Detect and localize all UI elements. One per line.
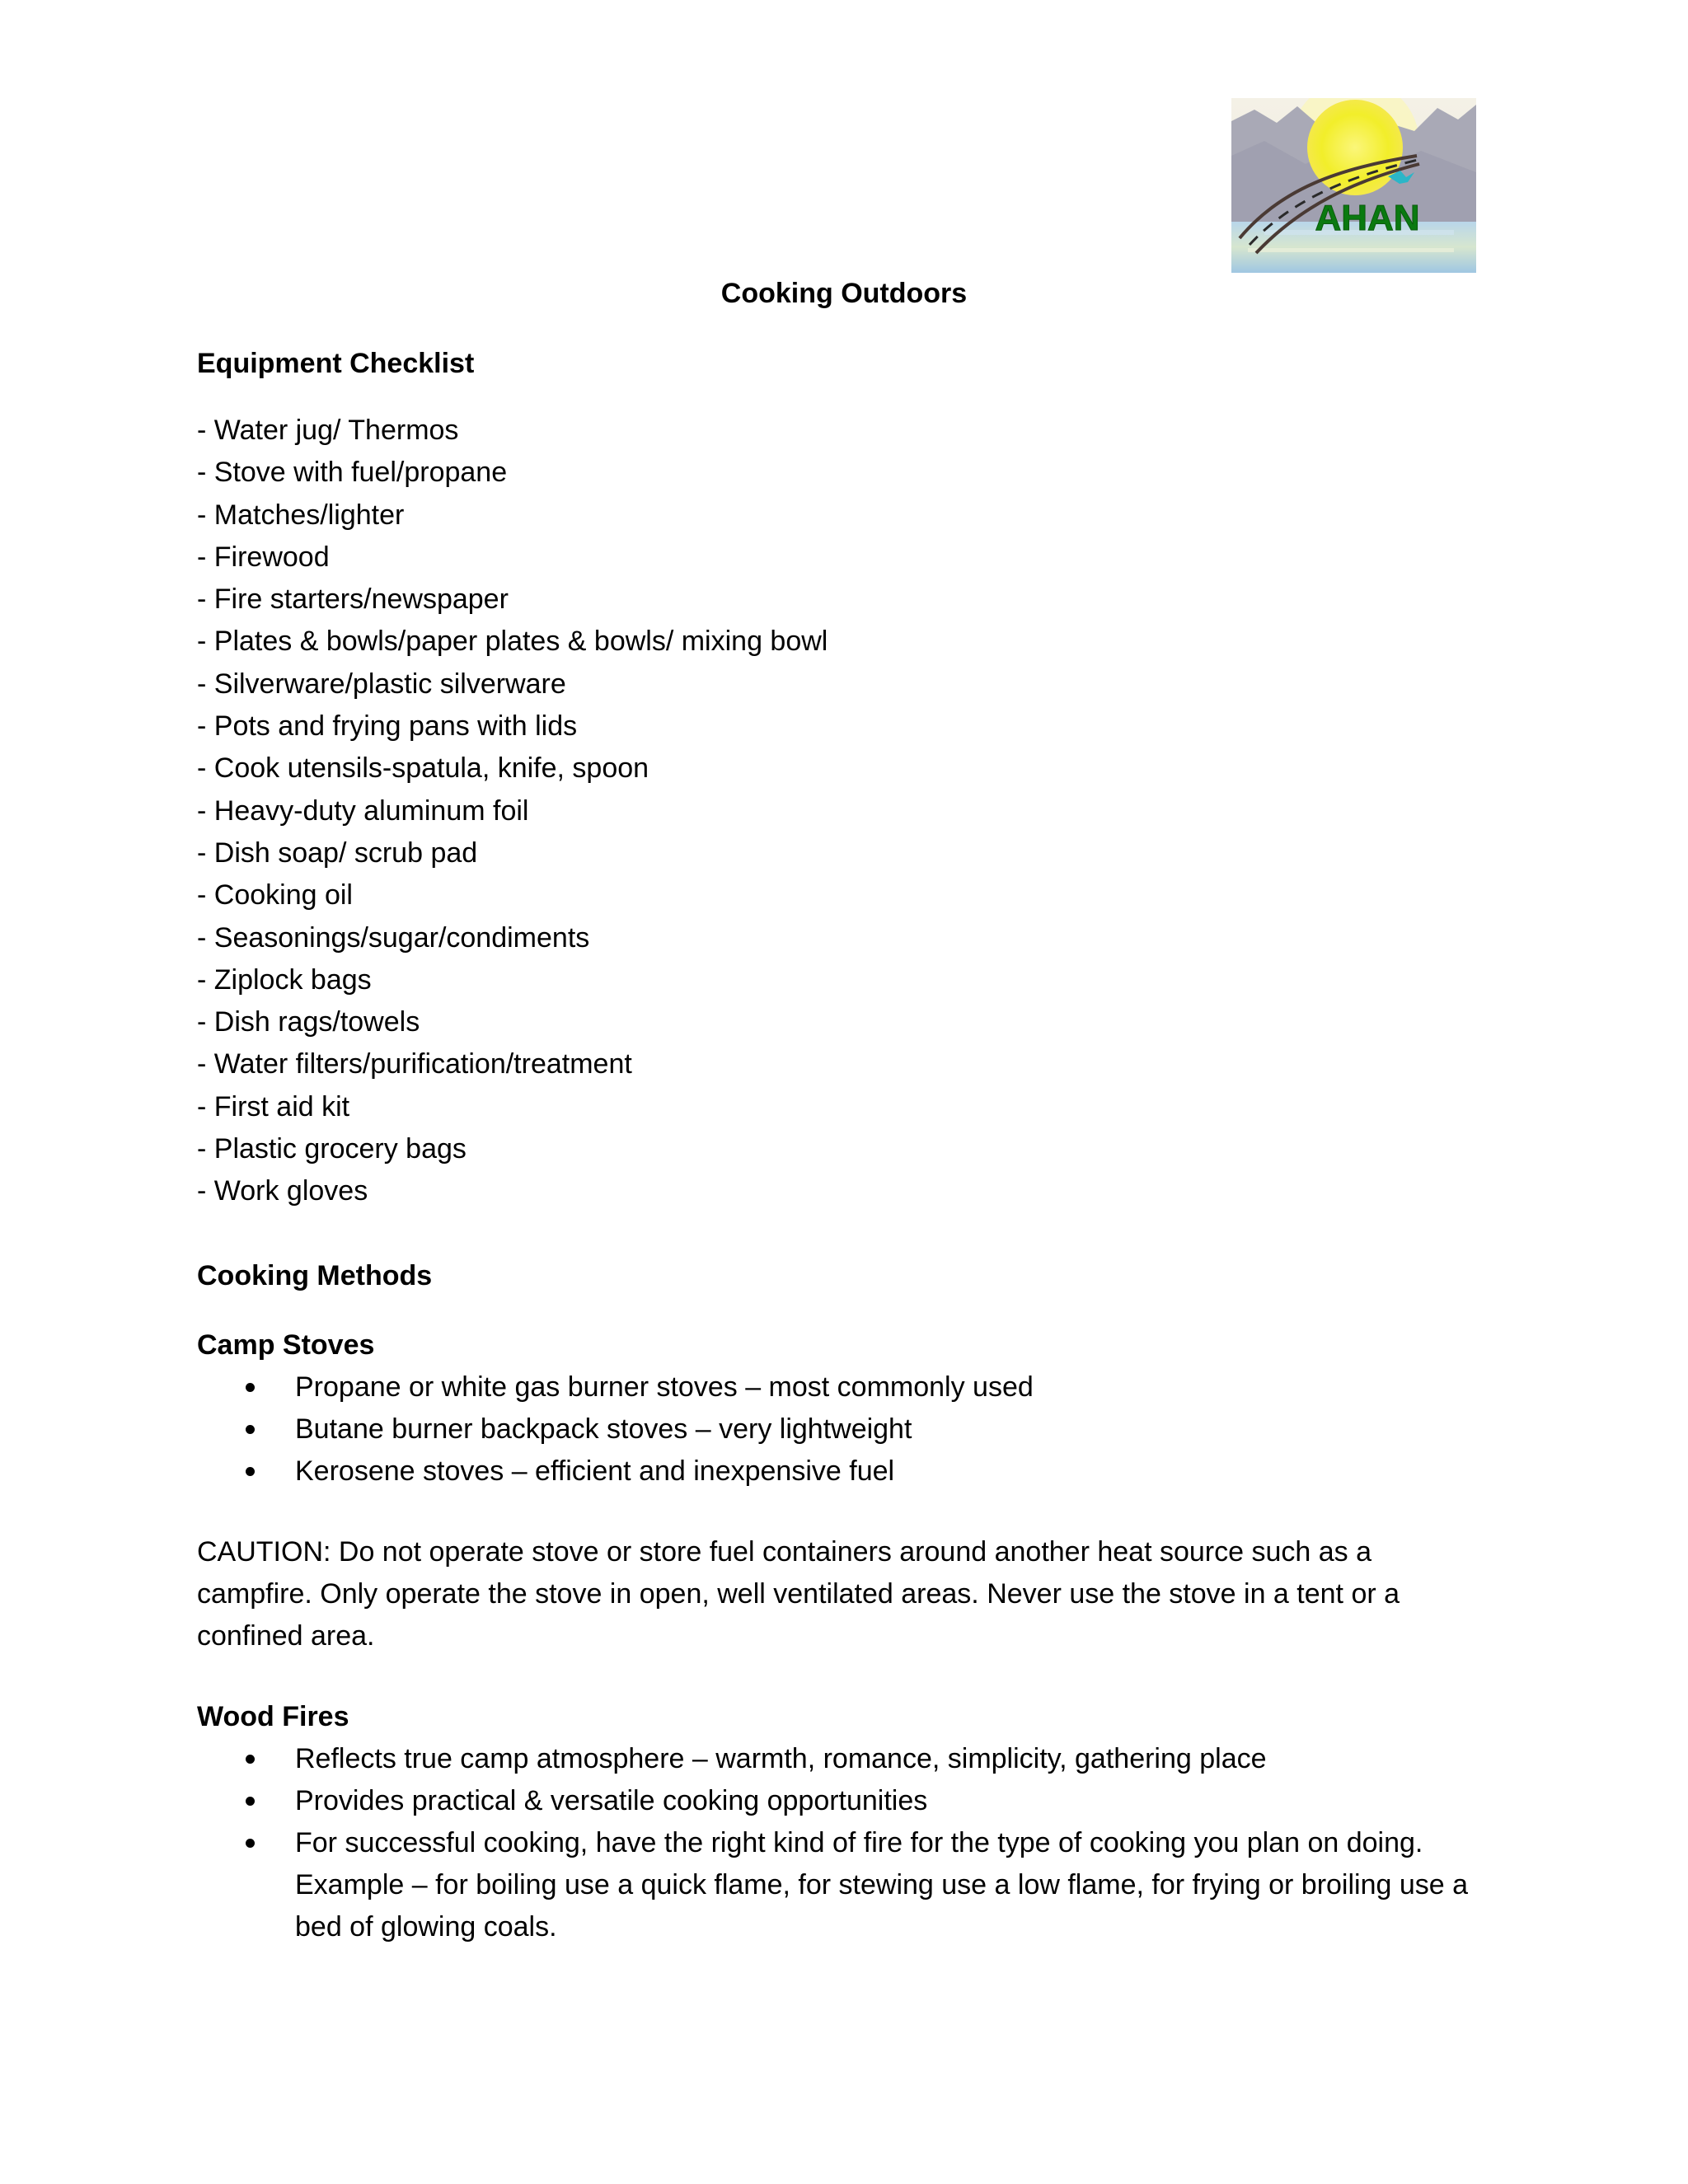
bullet-text: Propane or white gas burner stoves – most commonly used [295,1371,1034,1403]
bullet-icon [246,1839,255,1848]
bullet-text: For successful cooking, have the right kind of fire for the type of cooking you plan on doing. Example – for boiling use a quick flame, for stewing use a low flame, for frying or broiling use a bed of glowing coals. [295,1826,1469,1943]
checklist-item: - Water filters/purification/treatment [197,1048,632,1080]
checklist-item: - Work gloves [197,1175,368,1207]
checklist-item: - Matches/lighter [197,499,405,531]
checklist-item: - First aid kit [197,1090,350,1122]
equipment-checklist [197,410,1491,1213]
ahan-logo [1231,98,1476,273]
bullet-item [197,1366,1491,1408]
checklist-item: - Stove with fuel/propane [197,457,508,489]
caution-paragraph: CAUTION: Do not operate stove or store fuel containers around another heat source such as a campfire. Only operate the stove in open, well ventilated areas. Never use the stove in a tent or a confined area. [197,1535,1400,1652]
checklist-item: - Firewood [197,541,330,573]
checklist-item: - Silverware/plastic silverware [197,668,566,700]
page-title: Cooking Outdoors [720,278,968,309]
wood-fires-list [197,1738,1491,1948]
logo-text: AHAN [1315,198,1420,238]
bullet-text: Kerosene stoves – efficient and inexpensive fuel [295,1455,895,1487]
checklist-item: - Seasonings/sugar/condiments [197,921,590,954]
checklist-item: - Water jug/ Thermos [197,415,459,446]
checklist-item: - Plates & bowls/paper plates & bowls/ mixing bowl [197,626,828,658]
ahan-logo-graphic [1231,98,1476,273]
checklist-item: - Heavy-duty aluminum foil [197,794,529,827]
checklist-item: - Dish rags/towels [197,1006,420,1038]
bullet-item [197,1738,1491,1780]
checklist-item: - Ziplock bags [197,963,372,996]
camp-stoves-heading: Camp Stoves [197,1329,375,1361]
checklist-item: - Fire starters/newspaper [197,583,509,616]
bullet-text: Reflects true camp atmosphere – warmth, romance, simplicity, gathering place [295,1742,1267,1774]
cooking-methods-heading: Cooking Methods [197,1259,433,1291]
bullet-icon [246,1425,255,1434]
bullet-text: Provides practical & versatile cooking opportunities [295,1784,928,1816]
checklist-item: - Cook utensils-spatula, knife, spoon [197,752,649,785]
bullet-item [197,1408,1491,1451]
bullet-icon [246,1797,255,1806]
bullet-item [197,1451,1491,1493]
wood-fires-heading: Wood Fires [197,1700,349,1732]
bullet-icon [246,1467,255,1476]
checklist-item: - Pots and frying pans with lids [197,710,578,743]
checklist-item: - Cooking oil [197,879,353,912]
bullet-text: Butane burner backpack stoves – very lightweight [295,1413,912,1445]
camp-stoves-list [197,1366,1491,1493]
bullet-item [197,1822,1491,1948]
document-body [197,343,1491,1948]
checklist-item: - Dish soap/ scrub pad [197,837,478,869]
bullet-icon [246,1755,255,1764]
bullet-icon [246,1383,255,1392]
equipment-heading: Equipment Checklist [197,348,475,379]
checklist-item: - Plastic grocery bags [197,1133,467,1165]
bullet-item [197,1780,1491,1822]
